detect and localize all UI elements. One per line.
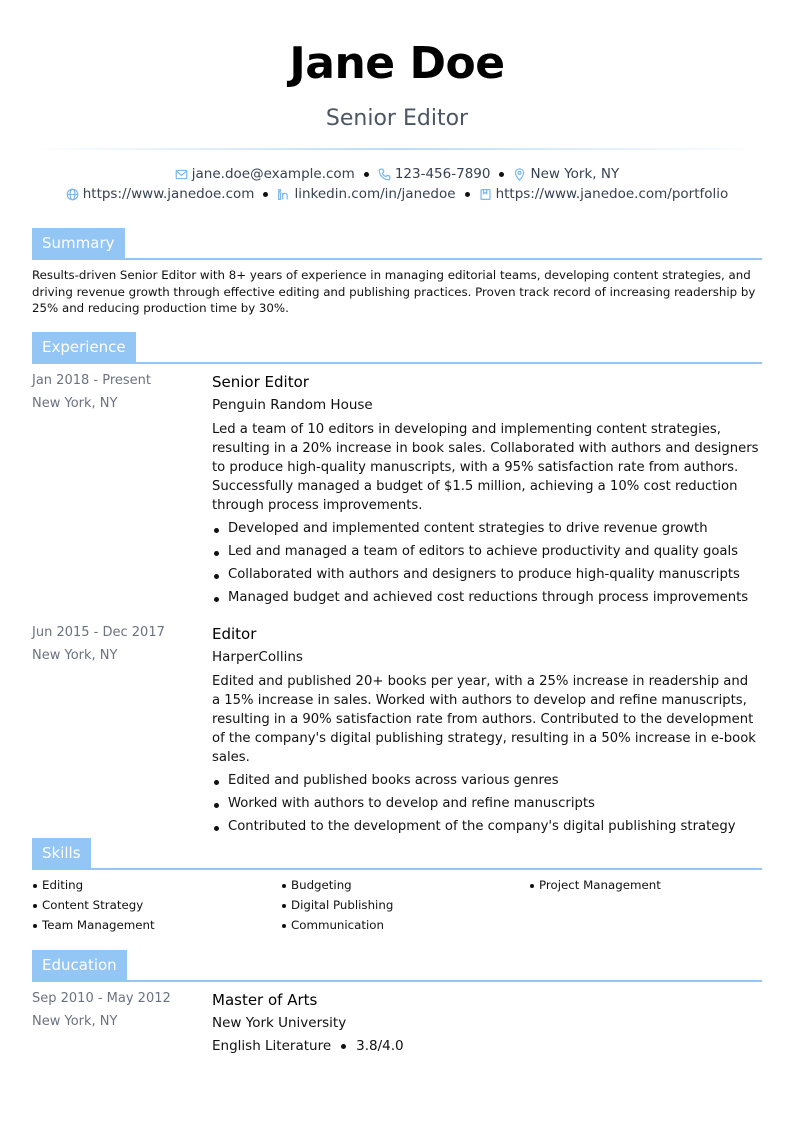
skill-item: Communication — [281, 918, 384, 932]
skill-item: Content Strategy — [32, 898, 143, 912]
summary-text: Results-driven Senior Editor with 8+ years of experience in managing editorial teams, developing content strategies, and driving revenue growth through effective editing and publishing practices. Proven track record of increasing readership by 25% and reducing production time by 30%. — [32, 268, 756, 315]
contact-portfolio[interactable]: https://www.janedoe.com/portfolio — [479, 186, 729, 202]
education-degree: Master of Arts — [212, 991, 318, 1009]
experience-1-company: Penguin Random House — [212, 397, 373, 413]
contact-phone[interactable]: 123-456-7890 — [378, 166, 491, 182]
experience-2 — [212, 625, 760, 840]
list-item: Collaborated with authors and designers to produce high-quality manuscripts — [212, 565, 760, 588]
header-divider — [32, 148, 762, 150]
experience-2-description: Edited and published 20+ books per year, with a 25% increase in readership and a 15% increase in sales. Worked with authors to develop and refine manuscripts, resulting in a 90% satisfaction rate from authors. Contributed to the development of the company's digital publishing strategy, resulting in a 50% increase in e-book sales. — [212, 674, 756, 765]
summary-section-header — [32, 228, 762, 260]
skills-section-header — [32, 838, 762, 870]
candidate-name: Jane Doe — [289, 38, 505, 89]
experience-1 — [212, 373, 760, 611]
experience-2-role: Editor — [212, 625, 257, 643]
education-location: New York, NY — [32, 1014, 118, 1029]
list-item: Developed and implemented content strategies to drive revenue growth — [212, 519, 760, 542]
experience-heading: Experience — [32, 332, 136, 362]
skill-item: Editing — [32, 878, 83, 892]
education-meta — [32, 991, 202, 1037]
portfolio-icon — [479, 188, 492, 201]
experience-2-meta — [32, 625, 202, 671]
summary-heading: Summary — [32, 228, 125, 258]
experience-2-dates: Jun 2015 - Dec 2017 — [32, 625, 165, 640]
skill-item: Budgeting — [281, 878, 352, 892]
map-pin-icon — [513, 168, 526, 181]
list-item: Led and managed a team of editors to achieve productivity and quality goals — [212, 542, 760, 565]
experience-1-role: Senior Editor — [212, 373, 309, 391]
skill-item: Digital Publishing — [281, 898, 393, 912]
education-dates: Sep 2010 - May 2012 — [32, 991, 171, 1006]
contact-website[interactable]: https://www.janedoe.com — [66, 186, 255, 202]
experience-2-location: New York, NY — [32, 648, 118, 663]
contact-email[interactable]: jane.doe@example.com — [175, 166, 355, 182]
experience-2-bullets — [212, 771, 760, 840]
list-item: Managed budget and achieved cost reductions through process improvements — [212, 588, 760, 611]
experience-1-dates: Jan 2018 - Present — [32, 373, 151, 388]
list-item: Contributed to the development of the company's digital publishing strategy — [212, 817, 760, 840]
phone-icon — [378, 168, 391, 181]
experience-1-description: Led a team of 10 editors in developing and implementing content strategies, resulting in a 20% increase in book sales. Collaborated with authors and designers to produce high-quality manuscripts, with a 95% satisfaction rate from authors. Successfully managed a budget of $1.5 million, achieving a 10% cost reduction through process improvements. — [212, 422, 759, 513]
education-section-header — [32, 950, 762, 982]
contact-location: New York, NY — [513, 166, 619, 182]
education-details — [212, 1038, 760, 1061]
experience-1-meta — [32, 373, 202, 419]
contact-line-2 — [0, 186, 794, 202]
globe-icon — [66, 188, 79, 201]
experience-2-company: HarperCollins — [212, 649, 303, 665]
skill-item: Project Management — [529, 878, 661, 892]
education-field: English Literature — [212, 1038, 332, 1054]
list-item: Worked with authors to develop and refine manuscripts — [212, 794, 760, 817]
experience-section-header — [32, 332, 762, 364]
education-heading: Education — [32, 950, 127, 980]
education-school: New York University — [212, 1015, 347, 1031]
email-icon — [175, 168, 188, 181]
job-title: Senior Editor — [325, 106, 469, 131]
list-item: Edited and published books across various genres — [212, 771, 760, 794]
contact-line-1 — [0, 166, 794, 182]
experience-1-location: New York, NY — [32, 396, 118, 411]
education-gpa: 3.8/4.0 — [356, 1038, 404, 1054]
skills-heading: Skills — [32, 838, 91, 868]
skill-item: Team Management — [32, 918, 155, 932]
education-entry — [212, 991, 760, 1061]
contact-linkedin[interactable]: linkedin.com/in/janedoe — [277, 186, 455, 202]
experience-1-bullets — [212, 519, 760, 611]
linkedin-icon — [277, 188, 290, 201]
